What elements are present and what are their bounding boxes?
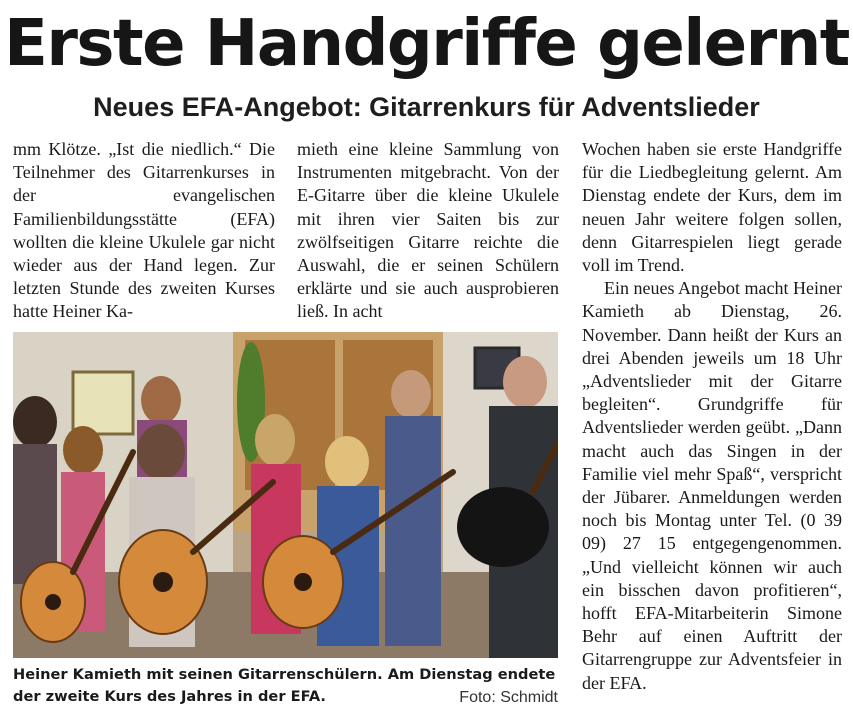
- photo-caption: [13, 664, 558, 712]
- column-2-text: mieth eine kleine Sammlung von Instrumenten mitgebracht. Von der E-Gitarre über die kleine Ukulele mit ihren vier Saiten bis zur zwölfseitigen Gitarre reichte die Auswahl, die er seinen Schülern erklärte und sie auch ausprobieren ließ. In acht: [297, 139, 559, 322]
- caption-text: Heiner Kamieth mit seinen Gitarrenschülern. Am Dienstag endete der zweite Kurs des Jahres in der EFA.: [13, 666, 556, 705]
- group-photo-illustration: [13, 332, 558, 658]
- group-photo: [13, 332, 558, 658]
- photo-credit: Foto: Schmidt: [459, 689, 558, 706]
- article-column-3: [582, 138, 842, 713]
- subheadline: Neues EFA-Angebot: Gitarrenkurs für Adventslieder: [93, 92, 760, 122]
- article-column-2: [297, 138, 559, 322]
- column-3-paragraph-1: Wochen haben sie erste Handgriffe für die Liedbegleitung gelernt. Am Dienstag endete der Kurs, dem im neuen Jahr weitere folgen sollen, denn Gitarrespielen liegt gerade voll im Trend.: [582, 139, 842, 276]
- column-3-paragraph-2: Ein neues Angebot macht Heiner Kamieth ab Dienstag, 26. November. Dann heißt der Kurs an drei Abenden jeweils um 18 Uhr „Adventslieder mit der Gitarre begleiten“. Grundgriffe für Adventslieder werden geübt. „Dann macht auch das Singen in der Familie viel mehr Spaß“, verspricht der Jübarer. Anmeldungen werden noch bis Montag unter Tel. (0 39 09) 27 15 entgegengenommen. „Und vielleicht können wir auch ein bisschen davon profitieren“, hofft EFA-Mitarbeiterin Simone Behr auf einen Auftritt der Gitarrengruppe zur Adventsfeier in der EFA.: [582, 278, 842, 693]
- headline: Erste Handgriffe gelernt: [4, 7, 849, 81]
- column-1-text: mm Klötze. „Ist die niedlich.“ Die Teilnehmer des Gitarrenkurses in der evangelischen Familienbildungsstätte (EFA) wollten die kleine Ukulele gar nicht wieder aus der Hand legen. Zur letzten Stunde des zweiten Kurses hatte Heiner Ka-: [13, 139, 275, 322]
- article-column-1: [13, 138, 275, 322]
